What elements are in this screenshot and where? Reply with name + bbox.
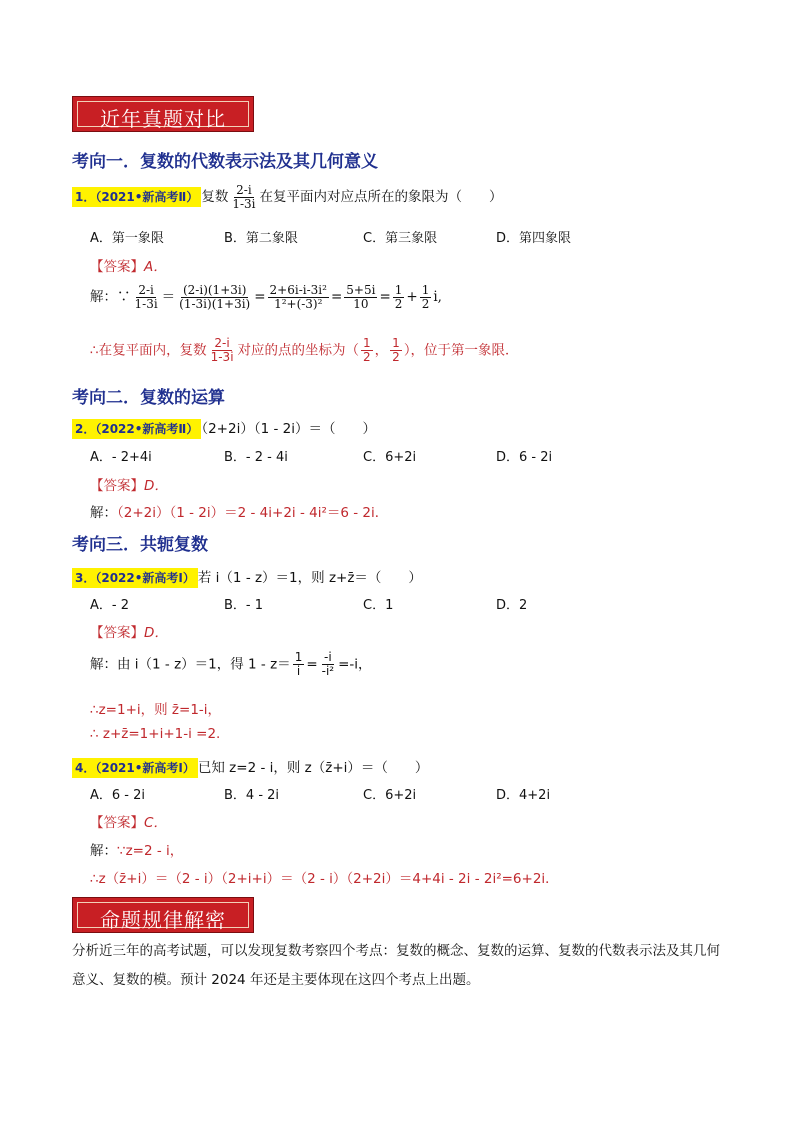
option-a: A．- 2: [90, 598, 129, 613]
option-d: D．2: [496, 598, 528, 613]
answer-label: 【答案】: [90, 478, 144, 494]
conclusion-a: ∴在复平面内，复数: [90, 342, 207, 359]
solution-line: [90, 839, 183, 859]
solution-line: 解：∵ $\frac{2-i}{1-3i}$ ＝ $\frac{(2-i)(1+3i)}{(1-3i)(1+3i)}$ = $\frac{\text{2+6i-i-3i²}}{\text{1²+(-3)²}}$ = $\frac{5+5i}{10}$ = $\frac{1}{2}$ + $\frac{1}{2}$ i,: [90, 283, 442, 311]
banner-title: 命题规律解密: [100, 908, 226, 932]
question-tag: 4．（2021•新高考Ⅰ）: [72, 758, 198, 778]
solution-prefix: 解：: [90, 843, 117, 859]
question-text-b: 在复平面内对应点所在的象限为（ ）: [259, 189, 503, 205]
conclusion-line: ∴在复平面内，复数 $\frac{2-i}{1-3i}$ 对应的点的坐标为（ $\frac{1}{2}$ ， $\frac{1}{2}$ ），位于第一象限．: [90, 336, 519, 364]
question-4: [72, 756, 428, 776]
solution-b: =-i，: [338, 656, 372, 673]
option-d: D．6 - 2i: [496, 450, 553, 465]
option-c: C．6+2i: [363, 788, 417, 803]
fraction: $\frac{-i}{\text{-i²}}$: [321, 650, 335, 678]
solution-line-3: ∴ z+z̄=1+i+1-i =2.: [90, 726, 221, 742]
fraction: $\frac{1}{2}$: [394, 283, 403, 311]
option-a: A．6 - 2i: [90, 788, 146, 803]
question-text: 已知 z=2 - i，则 z（z̄+i）＝（ ）: [197, 760, 429, 776]
question-tag: 2．（2022•新高考Ⅱ）: [72, 419, 201, 439]
option-c: C．第三象限: [363, 231, 438, 246]
fraction: $\frac{5+5i}{10}$: [346, 283, 376, 311]
solution-text: （2+2i）（1 - 2i）＝2 - 4i+2i - 4i²＝6 - 2i．: [117, 505, 389, 521]
solution-line-2: ∴z（z̄+i）＝（2 - i）（2+i+i）＝（2 - i）（2+2i）＝4+4i - 2i - 2i²=6+2i．: [90, 871, 559, 887]
fraction: $\frac{2-i}{1-3i}$: [232, 183, 256, 211]
topic-heading-1: 考向一．复数的代数表示法及其几何意义: [72, 152, 378, 172]
solution-prefix: 解：∵: [90, 289, 131, 305]
section-banner-rules: [72, 897, 254, 933]
question-text-a: 复数: [201, 189, 229, 205]
fraction: $\frac{1}{2}$: [392, 336, 400, 364]
fraction: $\frac{1}{i}$: [294, 650, 303, 678]
solution-line-2: ∴z=1+i，则 z̄=1-i，: [90, 702, 222, 718]
option-b: B．第二象限: [224, 231, 298, 246]
conclusion-b: 对应的点的坐标为（: [237, 342, 360, 359]
fraction: $\frac{2-i}{1-3i}$: [210, 336, 234, 364]
answer-label: 【答案】: [90, 815, 144, 831]
answer-value: D．: [144, 625, 168, 641]
answer-label: 【答案】: [90, 259, 144, 275]
option-b: B．- 1: [224, 598, 264, 613]
solution-line: 解：由 i（1 - z）＝1，得 1 - z＝ $\frac{1}{i}$ = $\frac{-i}{\text{-i²}}$ =-i，: [90, 650, 372, 678]
answer-line: [90, 474, 168, 494]
fraction: $\frac{\text{2+6i-i-3i²}}{\text{1²+(-3)²}}$: [269, 283, 327, 311]
solution-text-1: ∵z=2 - i，: [117, 843, 184, 859]
option-b: B．- 2 - 4i: [224, 450, 288, 465]
answer-value: A．: [144, 259, 167, 275]
option-c: C．6+2i: [363, 450, 417, 465]
question-text: 若 i（1 - z）＝1，则 z+z̄＝（ ）: [197, 570, 422, 586]
option-b: B．4 - 2i: [224, 788, 280, 803]
option-a: A．- 2+4i: [90, 450, 152, 465]
fraction: $\frac{1}{2}$: [421, 283, 430, 311]
answer-label: 【答案】: [90, 625, 144, 641]
option-c: C．1: [363, 598, 394, 613]
option-d: D．第四象限: [496, 231, 572, 246]
fraction: $\frac{1}{2}$: [363, 336, 371, 364]
fraction: $\frac{(2-i)(1+3i)}{(1-3i)(1+3i)}$: [179, 283, 251, 311]
section-banner-recent-exams: [72, 96, 254, 132]
question-2: [72, 417, 376, 437]
solution-a: 解：由 i（1 - z）＝1，得 1 - z＝: [90, 656, 291, 673]
answer-line: [90, 811, 167, 831]
question-text: （2+2i）（1 - 2i）＝（ ）: [201, 421, 376, 437]
answer-line: [90, 255, 167, 275]
question-tag: 3．（2022•新高考Ⅰ）: [72, 568, 198, 588]
solution-prefix: 解：: [90, 505, 117, 521]
answer-value: C．: [144, 815, 167, 831]
analysis-paragraph: 分析近三年的高考试题，可以发现复数考察四个考点：复数的概念、复数的运算、复数的代数表示法及其几何意义、复数的模。预计 2024 年还是主要体现在这四个考点上出题。: [72, 943, 720, 988]
conclusion-c: ），位于第一象限．: [403, 342, 519, 359]
question-1: [72, 184, 503, 211]
topic-heading-2: 考向二．复数的运算: [72, 388, 225, 408]
question-tag: 1．（2021•新高考Ⅱ）: [72, 187, 201, 207]
answer-value: D．: [144, 478, 168, 494]
solution-line: [90, 501, 388, 521]
option-a: A．第一象限: [90, 231, 164, 246]
answer-line: [90, 621, 168, 641]
solution-tail: i,: [433, 289, 442, 305]
fraction: $\frac{2-i}{1-3i}$: [134, 283, 158, 311]
topic-heading-3: 考向三．共轭复数: [72, 535, 208, 555]
question-3: [72, 566, 422, 586]
banner-title: 近年真题对比: [100, 107, 226, 131]
option-d: D．4+2i: [496, 788, 551, 803]
